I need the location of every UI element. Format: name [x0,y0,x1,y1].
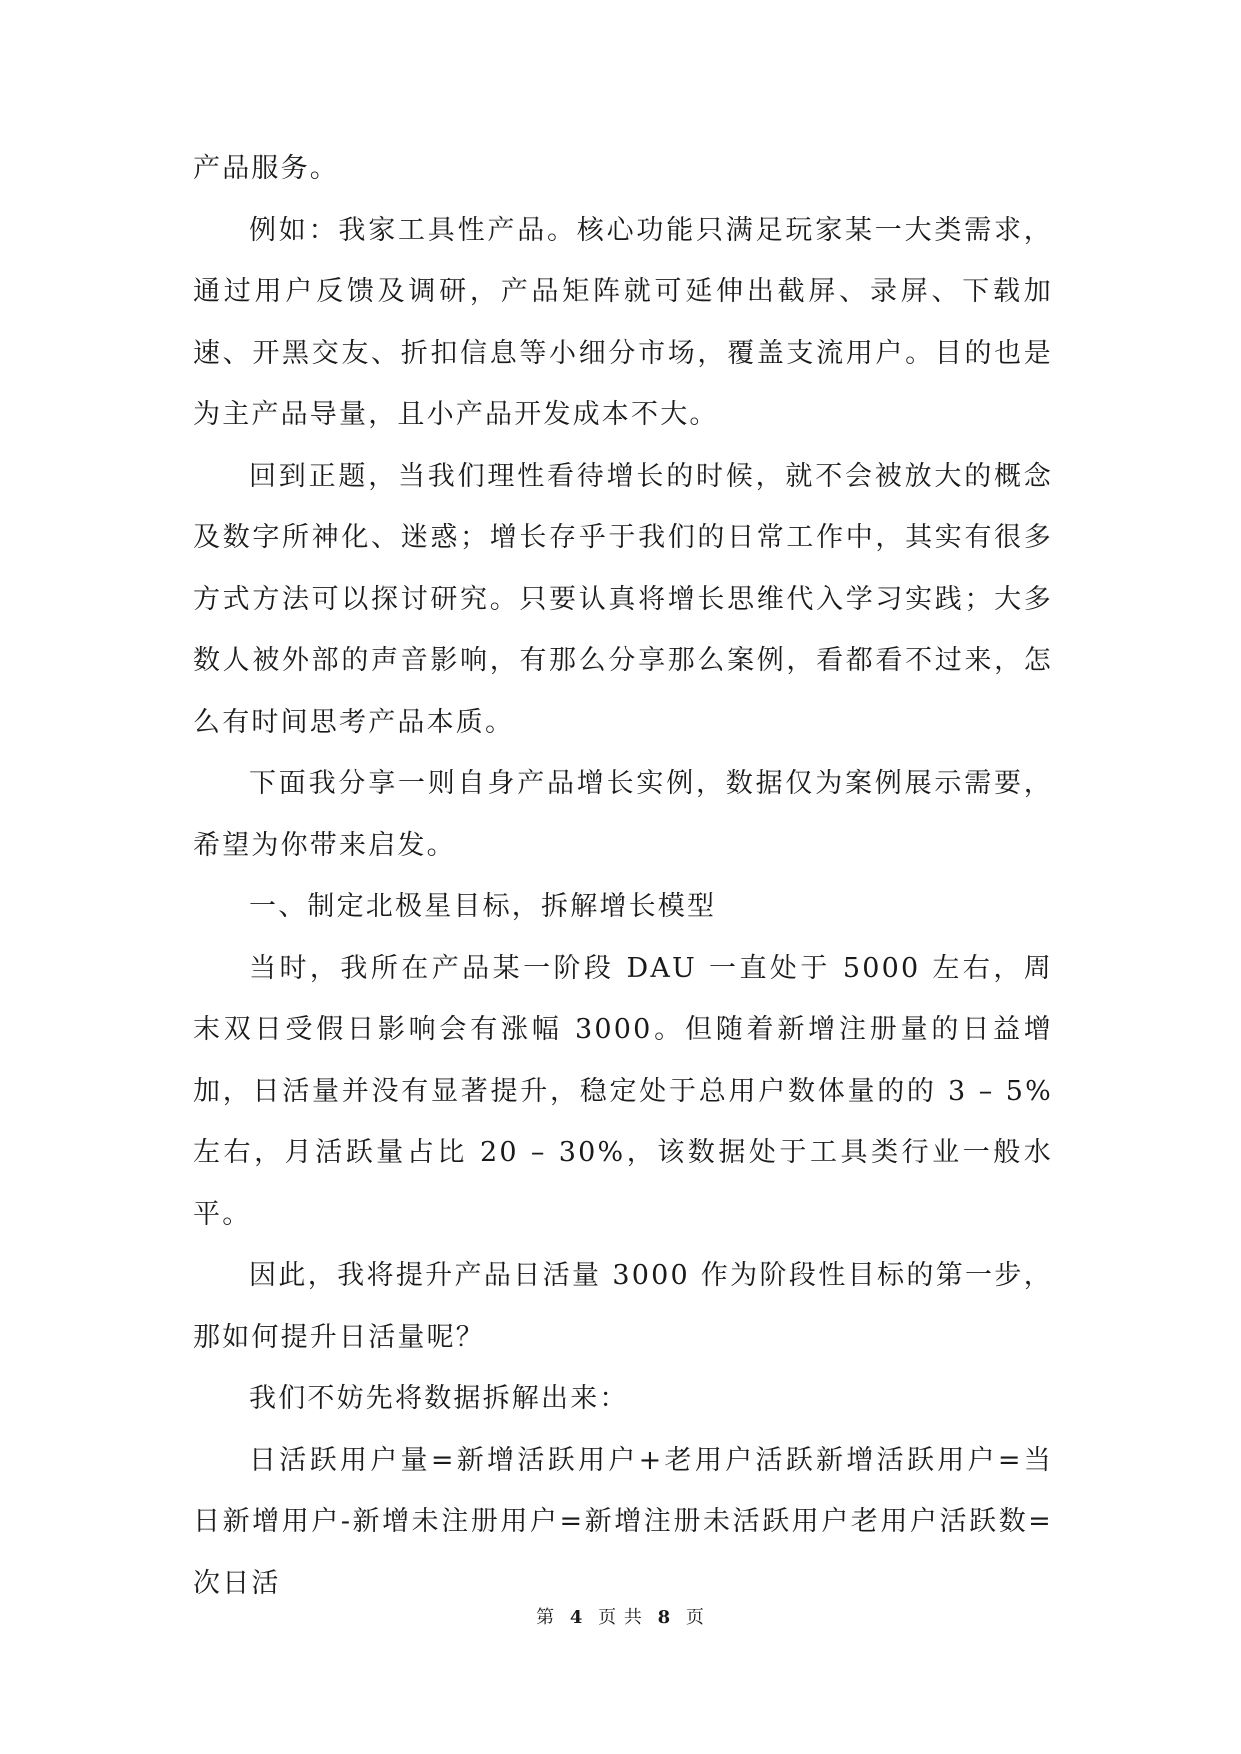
paragraph: 我们不妨先将数据拆解出来： [249,1383,629,1414]
paragraph: 日活跃用户量=新增活跃用户+老用户活跃新增活跃用户=当日新增用户-新增未注册用户=新增注册未活跃用户老用户活跃数=次日活 [193,1444,1053,1599]
paragraph: 当时，我所在产品某一阶段 DAU 一直处于 5000 左右，周末双日受假日影响会有涨幅 3000。但随着新增注册量的日益增加，日活量并没有显著提升，稳定处于总用户数体量的的 3 – 5%左右，月活跃量占比 20 – 30%，该数据处于工具类行业一般水平。 [193,952,1053,1230]
page-footer [0,1603,1241,1629]
footer-total-pages: 8 [657,1607,672,1628]
footer-prefix: 第 [536,1607,556,1628]
paragraph: 下面我分享一则自身产品增长实例，数据仅为案例展示需要，希望为你带来启发。 [193,768,1053,861]
paragraph: 回到正题，当我们理性看待增长的时候，就不会被放大的概念及数字所神化、迷惑；增长存乎于我们的日常工作中，其实有很多方式方法可以探讨研究。只要认真将增长思维代入学习实践；大多数人被外部的声音影响，有那么分享那么案例，看都看不过来，怎么有时间思考产品本质。 [193,460,1053,738]
section-heading: 一、制定北极星目标，拆解增长模型 [249,891,717,922]
footer-page-number: 4 [569,1607,584,1628]
document-body [193,138,1053,1614]
paragraph: 因此，我将提升产品日活量 3000 作为阶段性目标的第一步，那如何提升日活量呢？ [193,1260,1053,1353]
footer-middle: 页 共 [598,1607,643,1628]
paragraph: 例如：我家工具性产品。核心功能只满足玩家某一大类需求，通过用户反馈及调研，产品矩阵就可延伸出截屏、录屏、下载加速、开黑交友、折扣信息等小细分市场，覆盖支流用户。目的也是为主产品导量，且小产品开发成本不大。 [193,214,1053,430]
footer-suffix: 页 [685,1607,705,1628]
paragraph: 产品服务。 [193,153,339,184]
